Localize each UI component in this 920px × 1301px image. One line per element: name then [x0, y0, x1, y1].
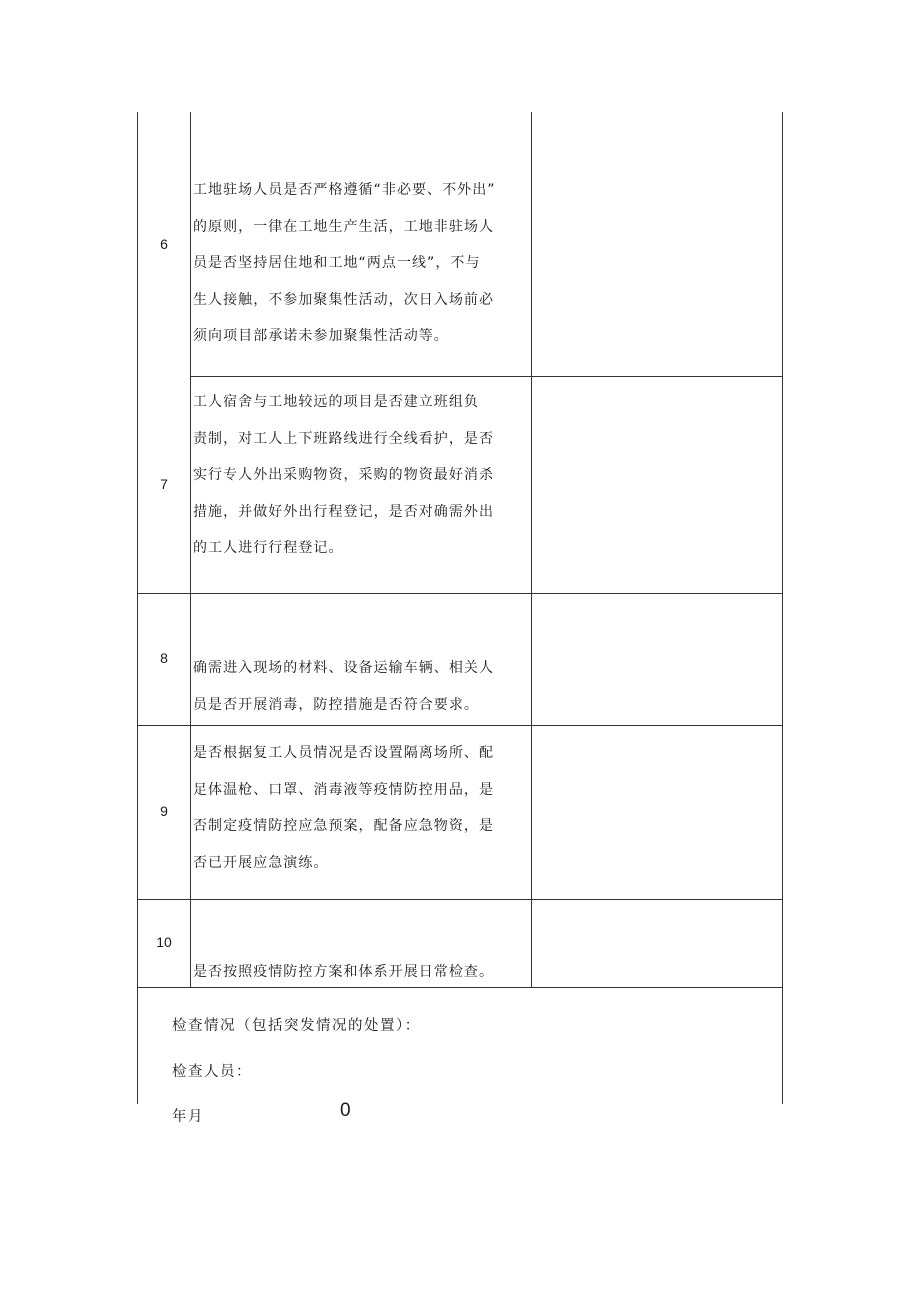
row-number: 8 [160, 650, 168, 666]
date-value: 0 [340, 1100, 351, 1121]
check-item-text [193, 172, 533, 355]
row-divider-7-8 [137, 593, 783, 594]
inspection-status-label: 检查情况（包括突发情况的处置）： [172, 1018, 421, 1034]
footer-left-border [137, 988, 138, 1104]
check-item-text [193, 384, 533, 567]
table-right-border [782, 112, 783, 988]
check-item-line: 否制定疫情防控应急预案，配备应急物资，是 [193, 818, 494, 834]
check-item-line: 工人宿舍与工地较远的项目是否建立班组负 [193, 394, 479, 410]
check-item-line: 的工人进行行程登记。 [193, 540, 344, 556]
row-divider-9-10 [137, 899, 783, 900]
date-label: 年月 [172, 1109, 204, 1125]
check-item-text [193, 954, 533, 991]
check-item-line: 措施，并做好外出行程登记，是否对确需外出 [193, 503, 494, 520]
check-item-line: 否已开展应急演练。 [193, 854, 329, 871]
check-item-line: 员是否开展消毒，防控措施是否符合要求。 [193, 696, 479, 713]
check-item-line: 责制，对工人上下班路线进行全线看护，是否 [193, 430, 494, 447]
row-number: 7 [160, 476, 168, 492]
row-divider-8-9 [137, 725, 783, 726]
check-item-line: 工地驻场人员是否严格遵循“非必要、不外出” [193, 182, 496, 198]
row-number: 9 [160, 803, 168, 819]
check-item-line: 确需进入现场的材料、设备运输车辆、相关人 [193, 660, 494, 676]
check-item-line: 员是否坚持居住地和工地“两点一线”，不与 [193, 255, 481, 271]
footer-right-border [782, 988, 783, 1104]
row-number: 10 [156, 934, 172, 950]
check-item-line: 生人接触，不参加聚集性活动，次日入场前必 [193, 291, 494, 308]
check-item-line: 须向项目部承诺未参加聚集性活动等。 [193, 328, 449, 344]
check-item-line: 足体温枪、口罩、消毒液等疫情防控用品，是 [193, 781, 494, 798]
check-item-line: 的原则，一律在工地生产生活，工地非驻场人 [193, 218, 494, 235]
inspector-label: 检查人员： [172, 1064, 252, 1080]
check-item-text [193, 735, 533, 881]
row-number: 6 [160, 236, 168, 252]
check-item-line: 是否根据复工人员情况是否设置隔离场所、配 [193, 745, 494, 761]
check-item-line: 是否按照疫情防控方案和体系开展日常检查。 [193, 964, 494, 980]
row-divider-6-7 [190, 376, 783, 377]
column-divider-number [190, 112, 191, 988]
check-item-text [193, 650, 533, 723]
check-item-line: 实行专人外出采购物资，采购的物资最好消杀 [193, 467, 494, 483]
